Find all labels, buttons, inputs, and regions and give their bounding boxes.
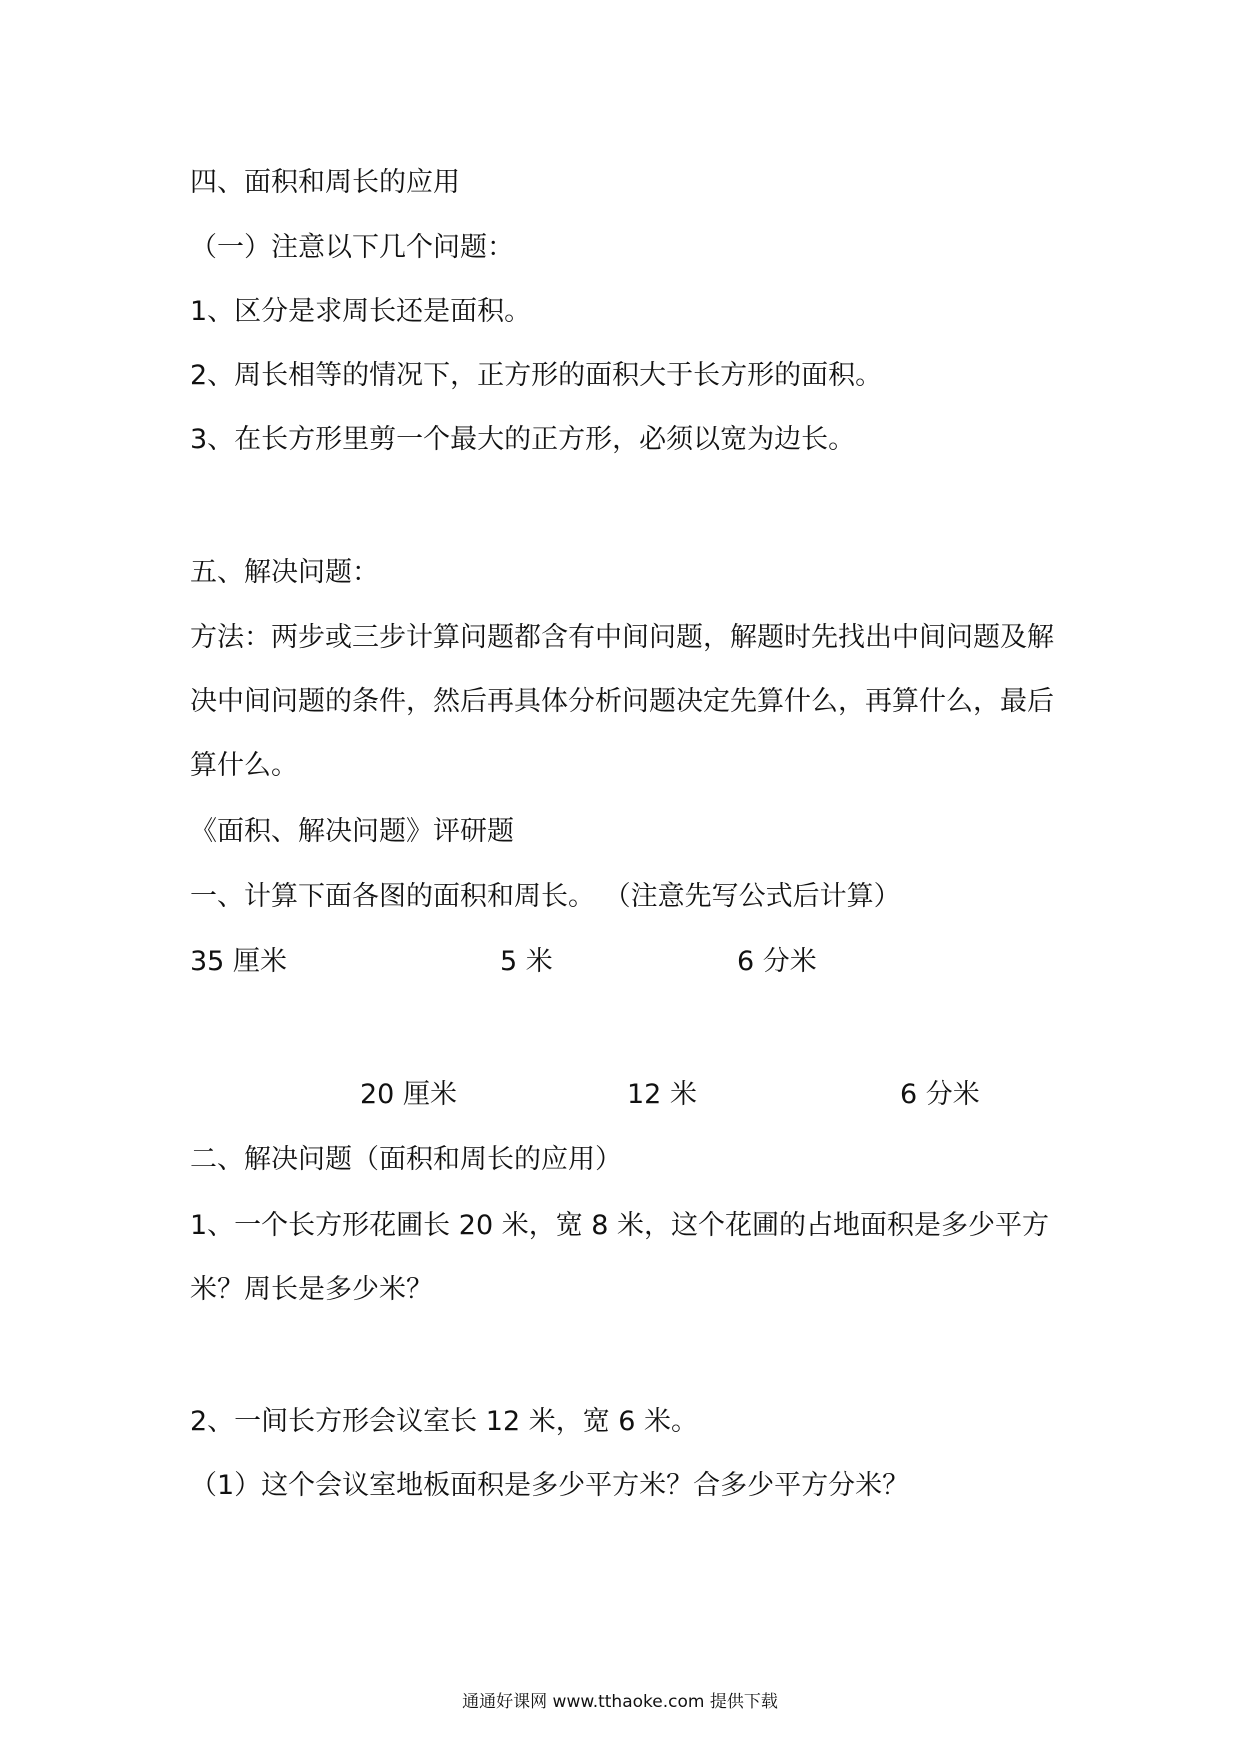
note-item: 2、周长相等的情况下，正方形的面积大于长方形的面积。: [190, 360, 883, 391]
dimension-label: 5 米: [500, 946, 553, 977]
dimension-label: 6 分米: [900, 1079, 980, 1110]
question-2-title: 二、解决问题（面积和周长的应用）: [190, 1144, 622, 1175]
exam-title: 《面积、解决问题》评研题: [190, 816, 514, 847]
problem-1: 1、一个长方形花圃长 20 米，宽 8 米，这个花圃的占地面积是多少平方米？周长是多少米？: [190, 1210, 1050, 1305]
method-paragraph: 方法：两步或三步计算问题都含有中间问题，解题时先找出中间问题及解决中间问题的条件，然后再具体分析问题决定先算什么，再算什么，最后算什么。: [190, 622, 1054, 781]
problem-2: 2、一间长方形会议室长 12 米，宽 6 米。: [190, 1406, 699, 1437]
section-5-title: 五、解决问题：: [190, 557, 379, 588]
section-4-title: 四、面积和周长的应用: [190, 167, 460, 198]
question-1-title: 一、计算下面各图的面积和周长。 （注意先写公式后计算）: [190, 881, 901, 912]
dimension-label: 20 厘米: [360, 1079, 457, 1110]
note-item: 1、区分是求周长还是面积。: [190, 296, 532, 327]
problem-2-part-1: （1）这个会议室地板面积是多少平方米？合多少平方分米？: [190, 1470, 910, 1501]
page-footer: 通通好课网 www.tthaoke.com 提供下载: [462, 1692, 778, 1712]
dimension-label: 6 分米: [737, 946, 817, 977]
dimension-label: 12 米: [627, 1079, 697, 1110]
section-4-subtitle: （一）注意以下几个问题：: [190, 232, 514, 263]
note-item: 3、在长方形里剪一个最大的正方形，必须以宽为边长。: [190, 424, 856, 455]
dimension-label: 35 厘米: [190, 946, 287, 977]
